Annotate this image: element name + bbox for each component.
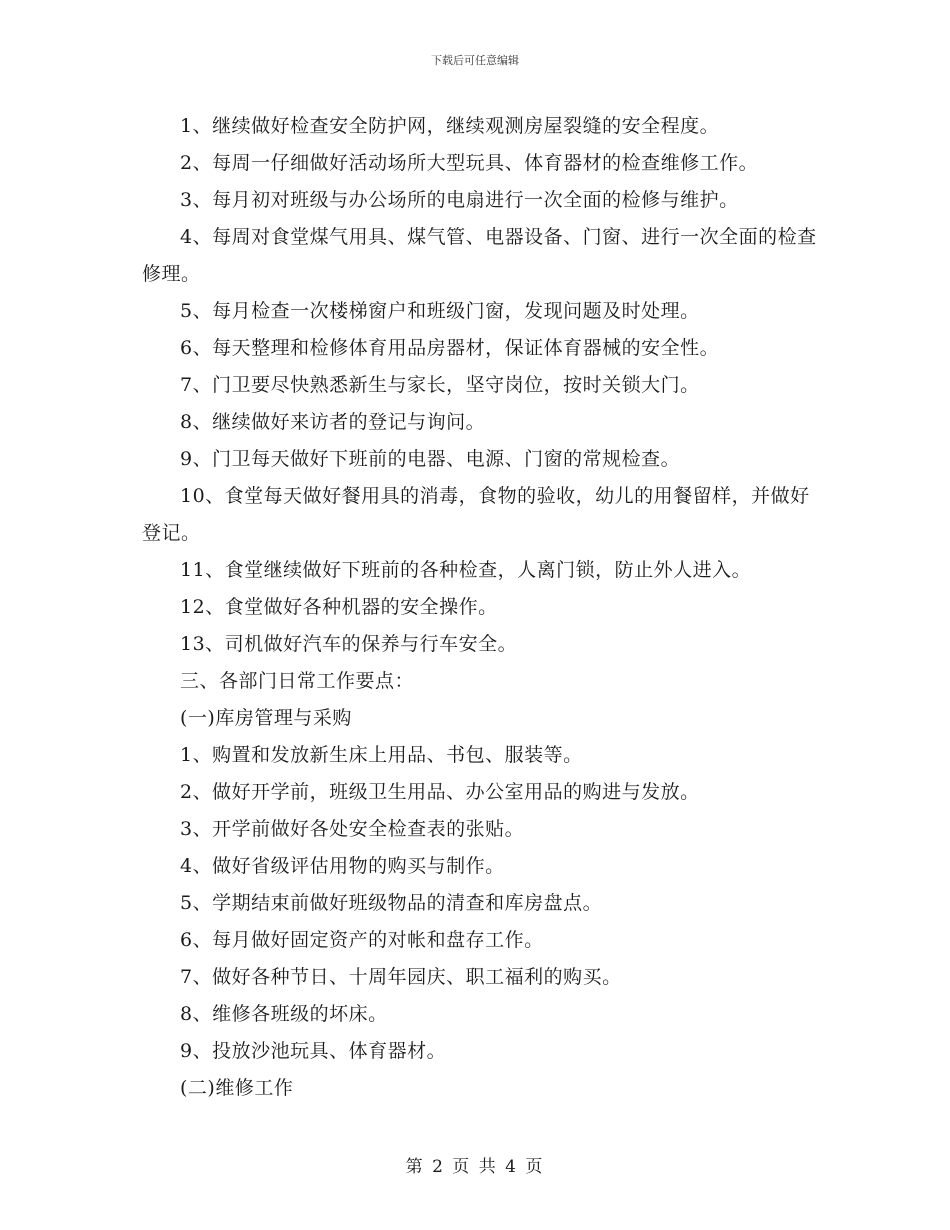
paragraph: 8、继续做好来访者的登记与询问。 (180, 411, 486, 433)
paragraph: 4、每周对食堂煤气用具、煤气管、电器设备、门窗、进行一次全面的检查修理。 (142, 226, 817, 285)
document-body (142, 108, 818, 1107)
paragraph: 1、继续做好检查安全防护网，继续观测房屋裂缝的安全程度。 (180, 115, 720, 137)
subsection-heading: (二)维修工作 (180, 1077, 294, 1099)
paragraph: 13、司机做好汽车的保养与行车安全。 (180, 633, 518, 655)
subsection-heading: (一)库房管理与采购 (180, 707, 352, 729)
paragraph: 6、每月做好固定资产的对帐和盘存工作。 (180, 929, 544, 951)
paragraph: 12、食堂做好各种机器的安全操作。 (180, 596, 498, 618)
paragraph: 7、门卫要尽快熟悉新生与家长，坚守岗位，按时关锁大门。 (180, 374, 700, 396)
paragraph: 9、投放沙池玩具、体育器材。 (180, 1040, 447, 1062)
paragraph: 1、购置和发放新生床上用品、书包、服装等。 (180, 744, 583, 766)
paragraph: 3、每月初对班级与办公场所的电扇进行一次全面的检修与维护。 (180, 189, 739, 211)
paragraph: 5、学期结束前做好班级物品的清查和库房盘点。 (180, 892, 603, 914)
paragraph: 6、每天整理和检修体育用品房器材，保证体育器械的安全性。 (180, 337, 720, 359)
paragraph: 2、每周一仔细做好活动场所大型玩具、体育器材的检查维修工作。 (180, 152, 759, 174)
paragraph: 2、做好开学前，班级卫生用品、办公室用品的购进与发放。 (180, 781, 700, 803)
paragraph: 5、每月检查一次楼梯窗户和班级门窗，发现问题及时处理。 (180, 300, 700, 322)
paragraph: 9、门卫每天做好下班前的电器、电源、门窗的常规检查。 (180, 448, 681, 470)
page-header: 下载后可任意编辑 (431, 54, 519, 67)
paragraph: 3、开学前做好各处安全检查表的张贴。 (180, 818, 525, 840)
paragraph: 11、食堂继续做好下班前的各种检查，人离门锁，防止外人进入。 (180, 559, 752, 581)
section-heading: 三、各部门日常工作要点： (180, 670, 415, 692)
page-number: 第 2 页 共 4 页 (405, 1157, 545, 1177)
paragraph: 8、维修各班级的坏床。 (180, 1003, 388, 1025)
paragraph: 10、食堂每天做好餐用具的消毒，食物的验收，幼儿的用餐留样，并做好登记。 (142, 485, 810, 544)
paragraph: 4、做好省级评估用物的购买与制作。 (180, 855, 505, 877)
paragraph: 7、做好各种节日、十周年园庆、职工福利的购买。 (180, 966, 622, 988)
